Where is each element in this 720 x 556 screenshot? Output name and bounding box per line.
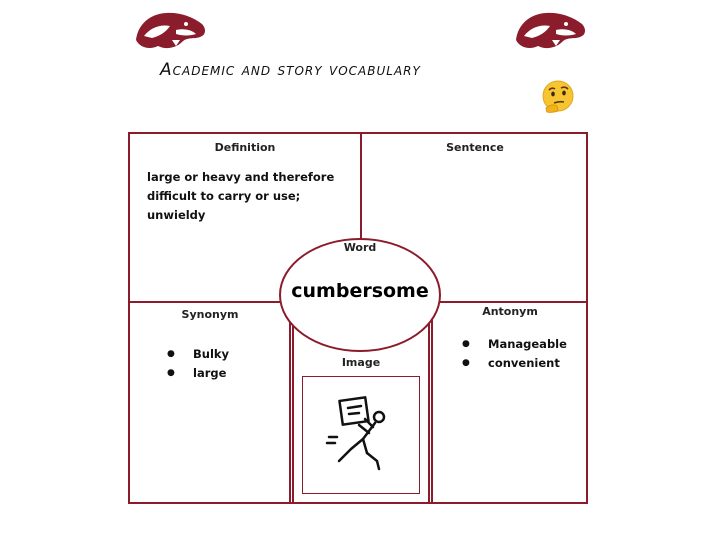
person-carrying-heavy-box-icon	[303, 377, 419, 493]
definition-line: large or heavy and therefore	[147, 170, 335, 184]
definition-label: Definition	[214, 141, 276, 154]
panther-mascot-icon	[132, 6, 208, 52]
antonym-list	[462, 335, 567, 373]
definition-text	[147, 168, 357, 225]
divider	[428, 302, 430, 503]
list-item: ● convenient	[462, 354, 567, 373]
synonym-label: Synonym	[181, 308, 239, 321]
vocabulary-word: cumbersome	[291, 280, 429, 302]
list-item: ● large	[167, 364, 229, 383]
thinking-face-emoji	[538, 78, 578, 118]
image-box	[302, 376, 420, 494]
list-item: ● Manageable	[462, 335, 567, 354]
divider	[292, 302, 294, 503]
definition-line: difficult to carry or use; unwieldy	[147, 189, 301, 222]
word-label: Word	[343, 241, 377, 254]
panther-mascot-icon	[512, 6, 588, 52]
divider	[431, 302, 433, 503]
sentence-label: Sentence	[446, 141, 504, 154]
divider	[289, 302, 291, 503]
image-label: Image	[341, 356, 381, 369]
list-item: ● Bulky	[167, 345, 229, 364]
page-title: Academic and story vocabulary	[160, 60, 421, 80]
synonym-list	[167, 345, 229, 383]
antonym-label: Antonym	[482, 305, 538, 318]
